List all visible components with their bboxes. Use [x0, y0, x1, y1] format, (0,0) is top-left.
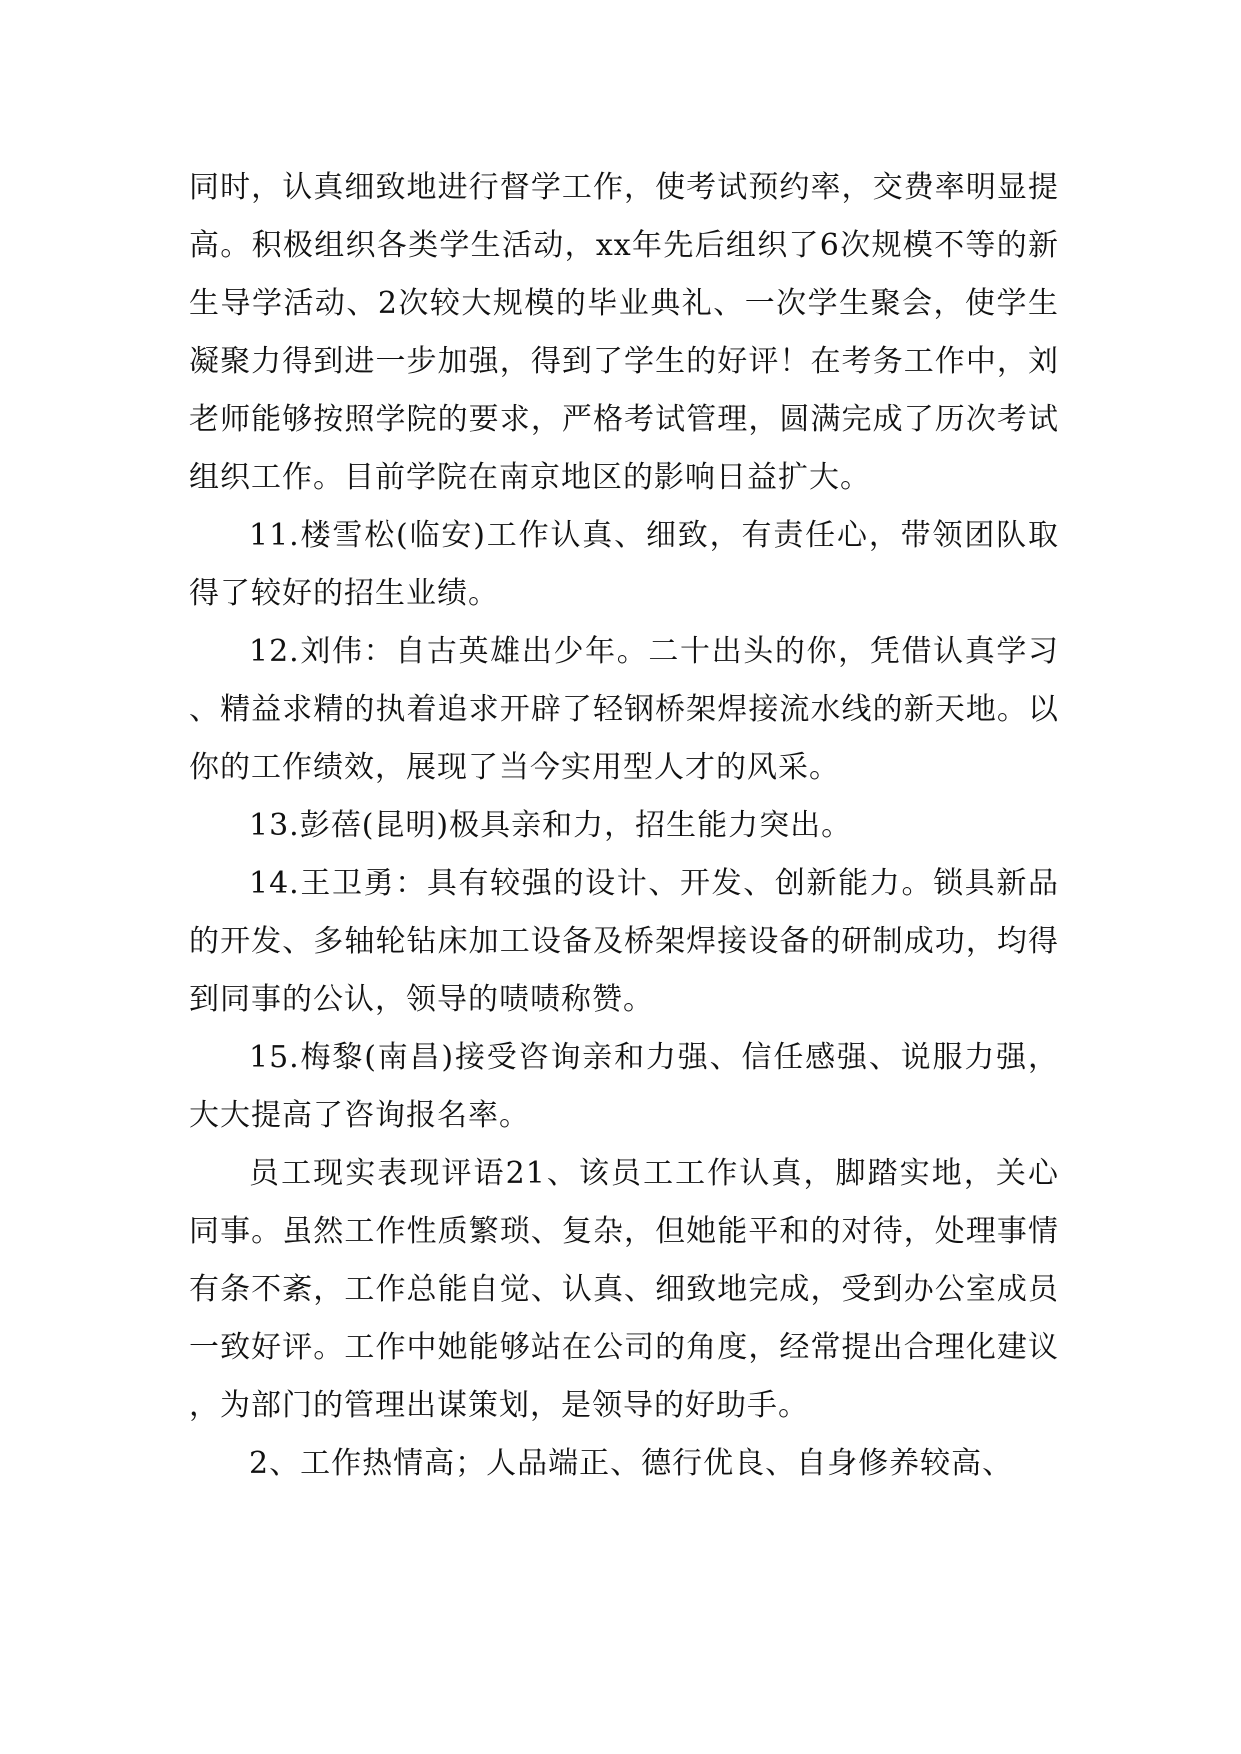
paragraph-item-12: 12.刘伟：自古英雄出少年。二十出头的你，凭借认真学习、精益求精的执着追求开辟了轻钢桥架焊接流水线的新天地。以你的工作绩效，展现了当今实用型人才的风采。	[189, 634, 1059, 785]
paragraph-item-15: 15.梅黎(南昌)接受咨询亲和力强、信任感强、说服力强，大大提高了咨询报名率。	[189, 1040, 1059, 1133]
paragraph-item-14: 14.王卫勇：具有较强的设计、开发、创新能力。锁具新品的开发、多轴轮钻床加工设备及桥架焊接设备的研制成功，均得到同事的公认，领导的啧啧称赞。	[189, 866, 1059, 1017]
paragraph-evaluation-21: 员工现实表现评语21、该员工工作认真，脚踏实地，关心同事。虽然工作性质繁琐、复杂，但她能平和的对待，处理事情有条不紊，工作总能自觉、认真、细致地完成，受到办公室成员一致好评。工作中她能够站在公司的角度，经常提出合理化建议，为部门的管理出谋策划，是领导的好助手。	[189, 1156, 1059, 1423]
paragraph-item-13: 13.彭蓓(昆明)极具亲和力，招生能力突出。	[249, 808, 853, 843]
paragraph-item-2: 2、工作热情高；人品端正、德行优良、自身修养较高、	[249, 1446, 1014, 1481]
paragraph-item-11: 11.楼雪松(临安)工作认真、细致，有责任心，带领团队取得了较好的招生业绩。	[189, 518, 1059, 611]
paragraph-continuation: 同时，认真细致地进行督学工作，使考试预约率，交费率明显提高。积极组织各类学生活动，xx年先后组织了6次规模不等的新生导学活动、2次较大规模的毕业典礼、一次学生聚会，使学生凝聚力得到进一步加强，得到了学生的好评！在考务工作中，刘老师能够按照学院的要求，严格考试管理，圆满完成了历次考试组织工作。目前学院在南京地区的影响日益扩大。	[189, 170, 1059, 495]
document-body	[189, 159, 1059, 1493]
